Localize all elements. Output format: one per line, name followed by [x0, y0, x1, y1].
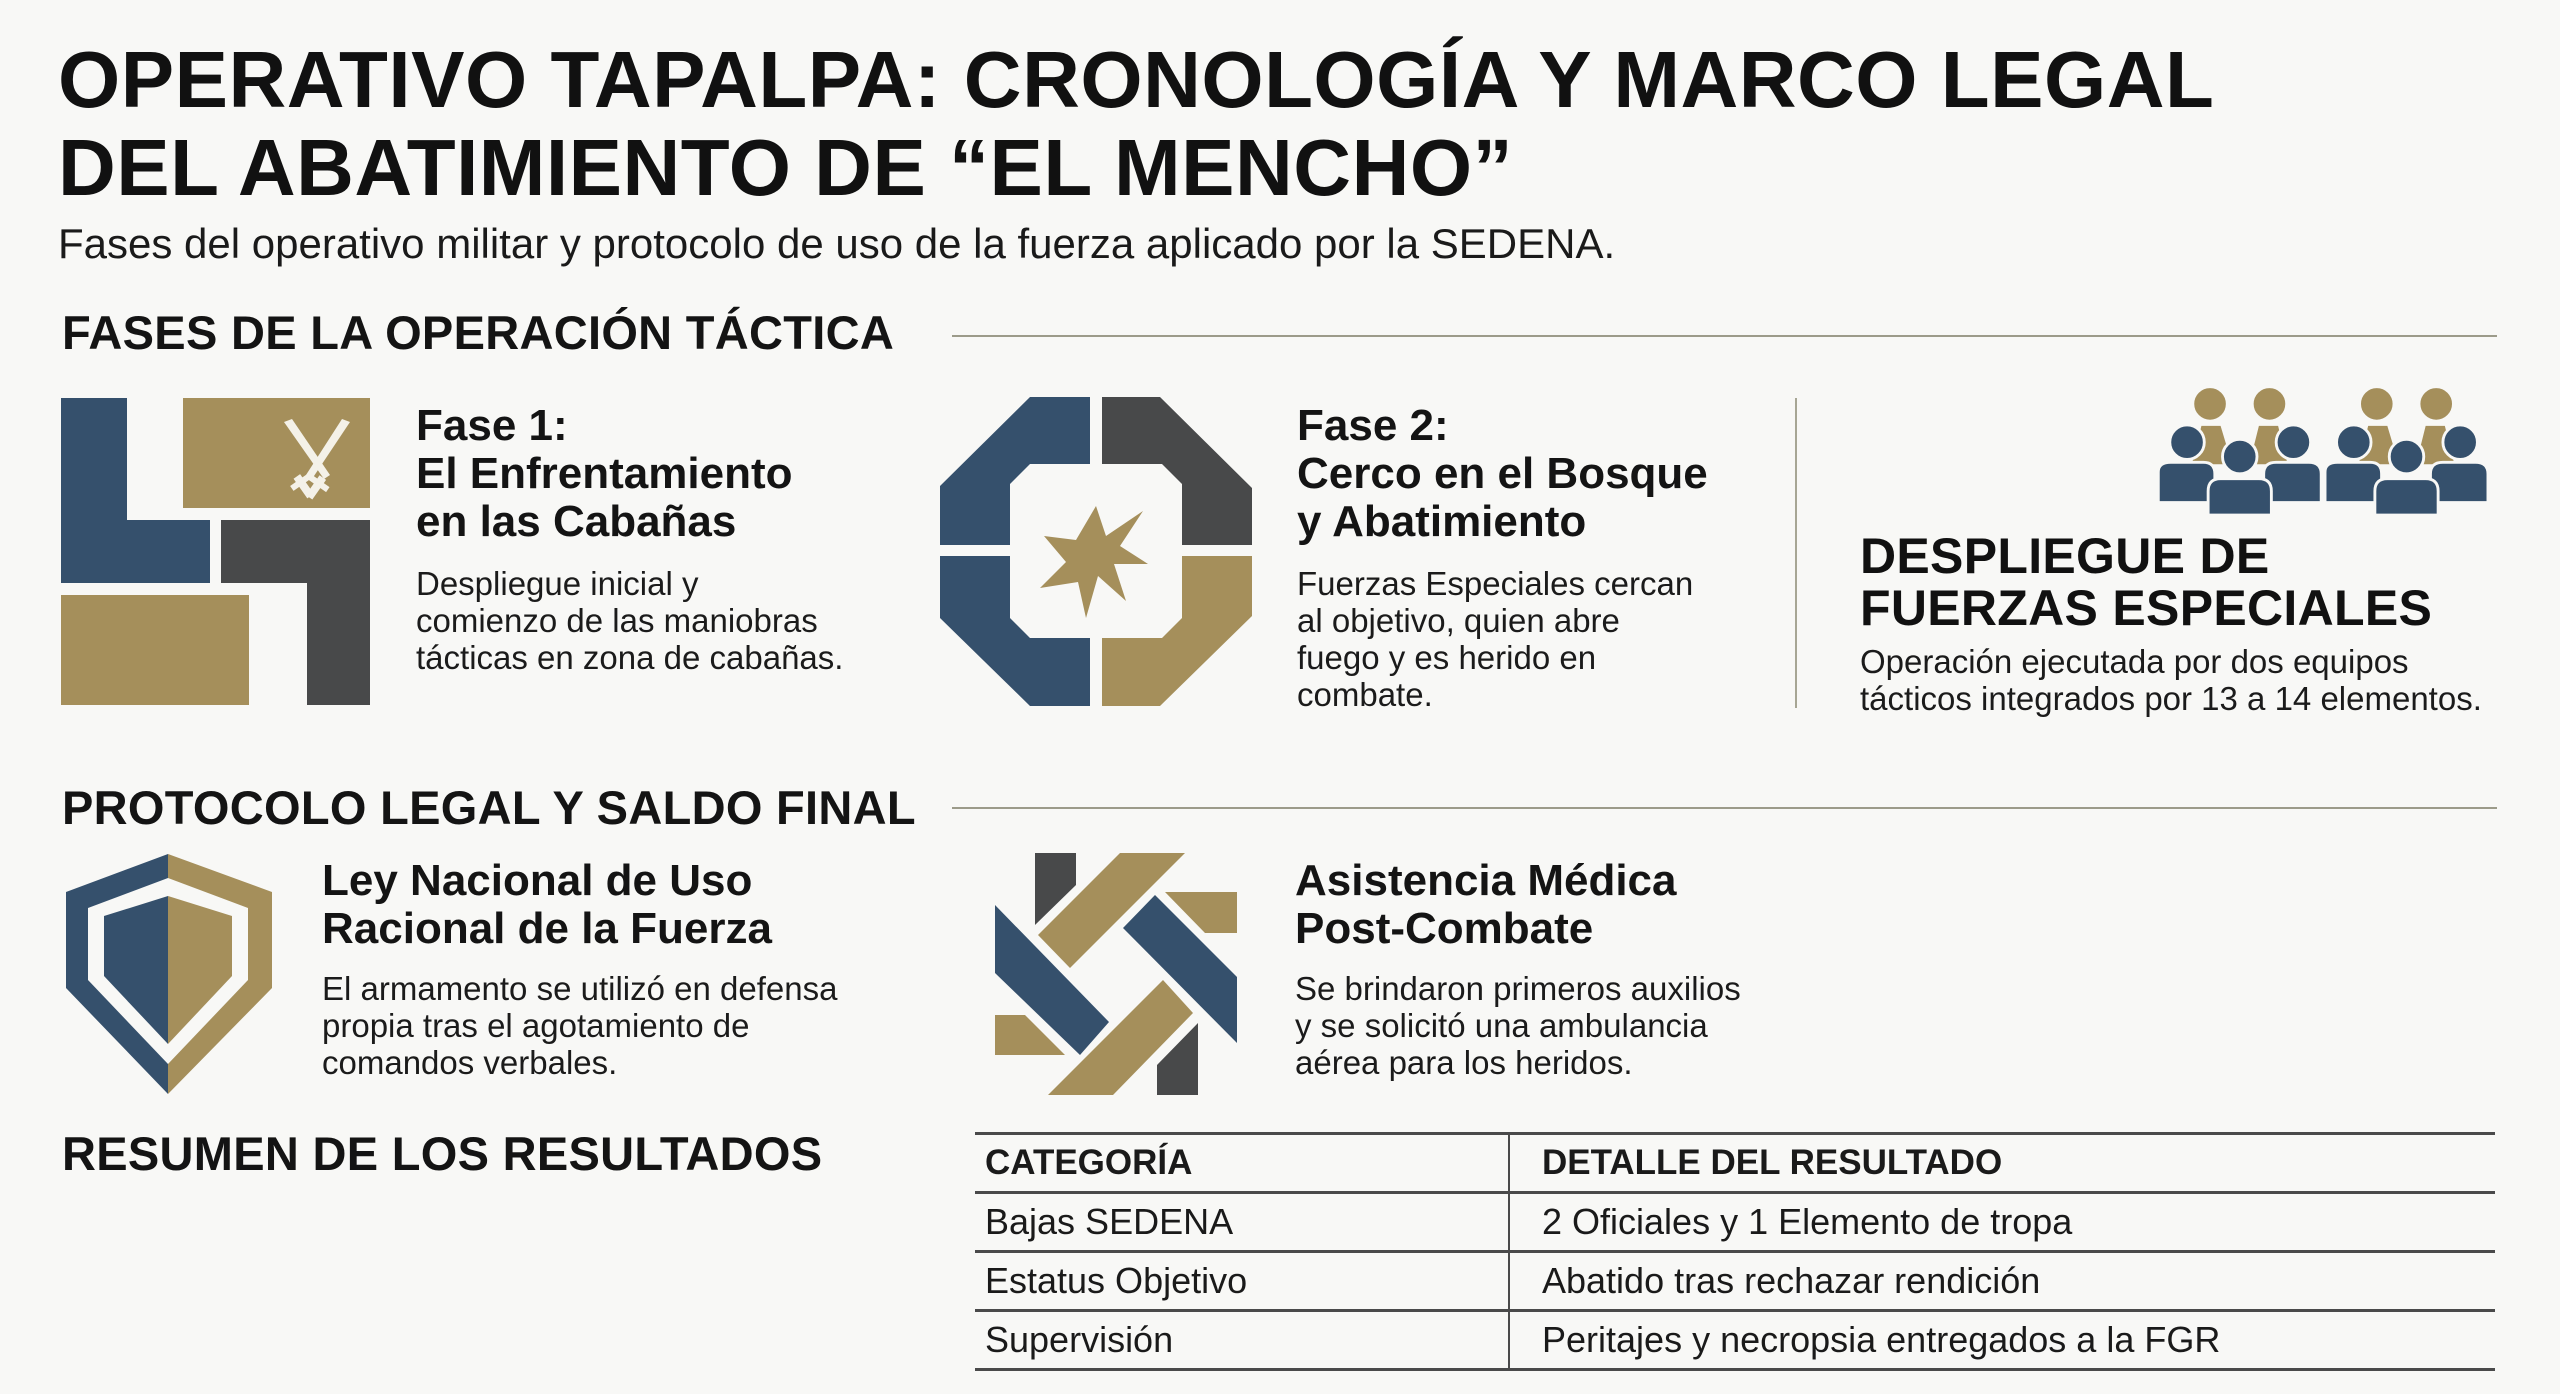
phase1-body-line: tácticas en zona de cabañas. [416, 639, 844, 676]
section-divider [952, 807, 2497, 809]
deployment-description [1860, 643, 2482, 717]
table-cell-detail: Peritajes y necropsia entregados a la FGR [1509, 1311, 2495, 1370]
table-row [975, 1193, 2495, 1252]
phase1-title [416, 402, 793, 546]
table-cell-category: Estatus Objetivo [975, 1252, 1509, 1311]
table-row [975, 1252, 2495, 1311]
deployment-body-line: tácticos integrados por 13 a 14 elementos. [1860, 680, 2482, 717]
column-header-detail: DETALLE DEL RESULTADO [1509, 1134, 2495, 1193]
team-people-icon [2153, 378, 2499, 516]
law-title-line: Racional de la Fuerza [322, 904, 772, 953]
page-title-line-1: OPERATIVO TAPALPA: CRONOLOGÍA Y MARCO LEGAL [58, 35, 2215, 124]
column-header-category: CATEGORÍA [975, 1134, 1509, 1193]
column-divider [1795, 398, 1797, 708]
table-cell-detail: 2 Oficiales y 1 Elemento de tropa [1509, 1193, 2495, 1252]
phase2-body-line: al objetivo, quien abre [1297, 602, 1620, 639]
phase2-body-line: combate. [1297, 676, 1433, 713]
octagon-starburst-icon [938, 396, 1254, 708]
phase2-description [1297, 565, 1693, 713]
phase1-body-line: comienzo de las maniobras [416, 602, 818, 639]
law-body-line: El armamento se utilizó en defensa [322, 970, 838, 1007]
table-cell-category: Bajas SEDENA [975, 1193, 1509, 1252]
medical-description [1295, 970, 1741, 1081]
law-title-line: Ley Nacional de Uso [322, 856, 753, 905]
section-divider [952, 335, 2497, 337]
phase2-title-line: y Abatimiento [1297, 497, 1587, 546]
page-title [58, 36, 2214, 212]
phase2-body-line: Fuerzas Especiales cercan [1297, 565, 1694, 602]
phase2-title-line: Fase 2: [1297, 401, 1449, 450]
page-title-line-2: DEL ABATIMIENTO DE “EL MENCHO” [58, 123, 1514, 212]
crossed-swords-blocks-icon [60, 397, 372, 707]
law-body-line: propia tras el agotamiento de [322, 1007, 750, 1044]
deployment-body-line: Operación ejecutada por dos equipos [1860, 643, 2409, 680]
phase1-body-line: Despliegue inicial y [416, 565, 699, 602]
deployment-title-line: DESPLIEGUE DE [1860, 528, 2270, 584]
medical-body-line: y se solicitó una ambulancia [1295, 1007, 1708, 1044]
phase2-body-line: fuego y es herido en [1297, 639, 1597, 676]
section-heading-tactical: FASES DE LA OPERACIÓN TÁCTICA [62, 306, 895, 359]
deployment-title-line: FUERZAS ESPECIALES [1860, 580, 2433, 636]
shield-icon [64, 852, 276, 1096]
medical-title-line: Asistencia Médica [1295, 856, 1677, 905]
woven-knot-icon [985, 845, 1245, 1105]
table-row [975, 1311, 2495, 1370]
phase2-title-line: Cerco en el Bosque [1297, 449, 1708, 498]
table-header-row [975, 1134, 2495, 1193]
results-table [975, 1132, 2495, 1371]
medical-title [1295, 857, 1677, 953]
deployment-title [1860, 530, 2432, 634]
law-description [322, 970, 837, 1081]
phase1-title-line: en las Cabañas [416, 497, 737, 546]
phase1-title-line: Fase 1: [416, 401, 568, 450]
law-body-line: comandos verbales. [322, 1044, 618, 1081]
medical-title-line: Post-Combate [1295, 904, 1594, 953]
law-title [322, 857, 772, 953]
phase1-title-line: El Enfrentamiento [416, 449, 793, 498]
phase1-description [416, 565, 843, 676]
section-heading-summary: RESUMEN DE LOS RESULTADOS [62, 1127, 823, 1180]
page-subtitle: Fases del operativo militar y protocolo de uso de la fuerza aplicado por la SEDENA. [58, 220, 1616, 267]
section-heading-legal: PROTOCOLO LEGAL Y SALDO FINAL [62, 781, 916, 834]
medical-body-line: aérea para los heridos. [1295, 1044, 1633, 1081]
table-cell-category: Supervisión [975, 1311, 1509, 1370]
table-cell-detail: Abatido tras rechazar rendición [1509, 1252, 2495, 1311]
medical-body-line: Se brindaron primeros auxilios [1295, 970, 1741, 1007]
phase2-title [1297, 402, 1708, 546]
starburst-icon [1040, 506, 1148, 618]
